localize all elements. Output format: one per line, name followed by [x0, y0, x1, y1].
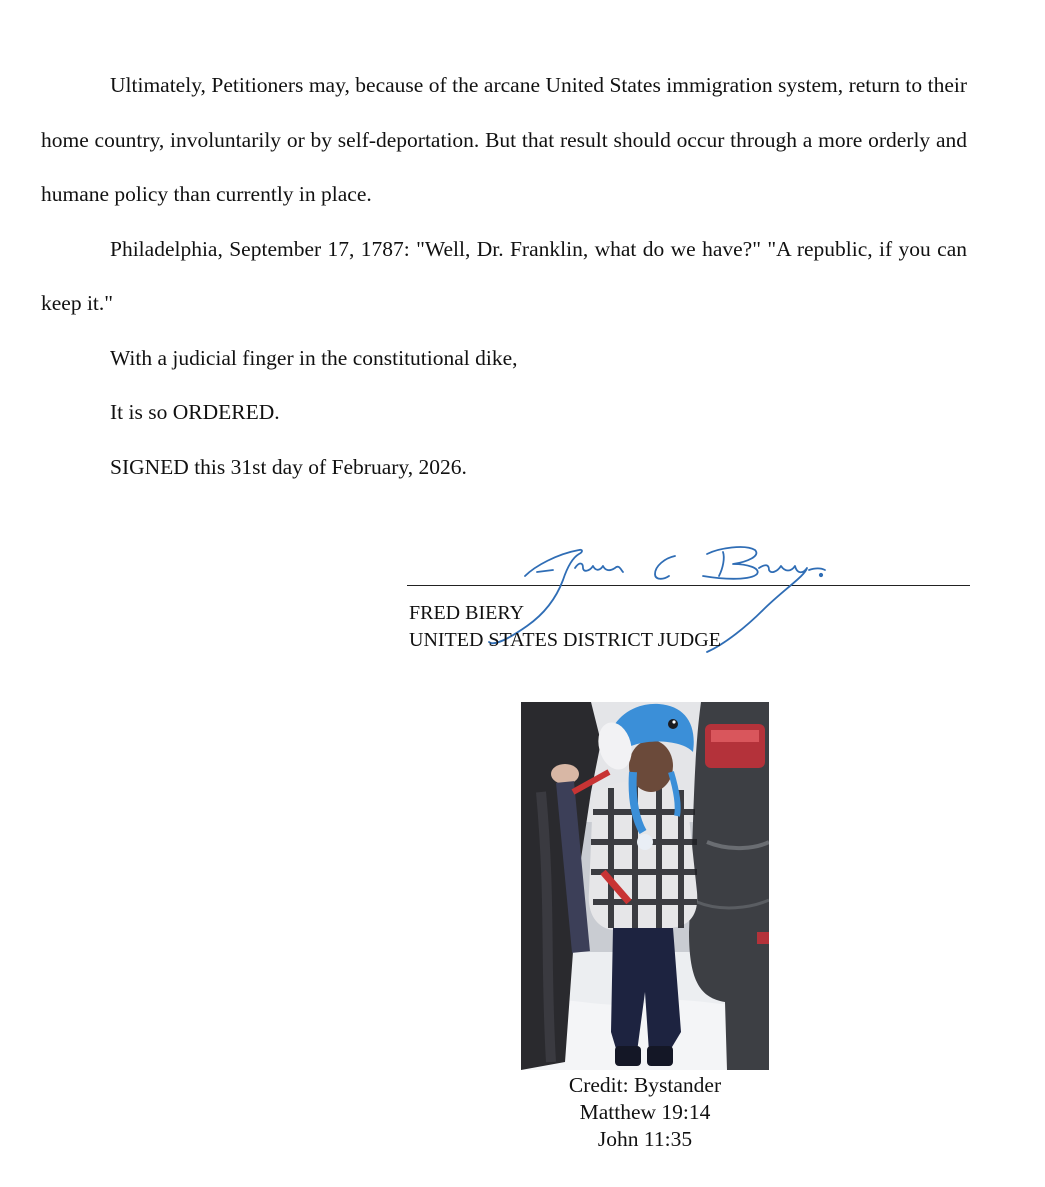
- paragraph-philadelphia: Philadelphia, September 17, 1787: "Well, Dr. Franklin, what do we have?" "A republic, if you can keep it.": [41, 236, 967, 315]
- order-body: [41, 58, 967, 494]
- caption-credit: Credit: Bystander: [568, 1073, 722, 1097]
- caption-verse-john: John 11:35: [597, 1127, 693, 1151]
- caption-verse-matthew: Matthew 19:14: [579, 1100, 711, 1124]
- signature-block: [407, 528, 970, 658]
- paragraph-judicial-finger: With a judicial finger in the constitutional dike,: [110, 345, 518, 370]
- paragraph-signed-date: SIGNED this 31st day of February, 2026.: [110, 454, 467, 479]
- paragraph-ultimately: Ultimately, Petitioners may, because of the arcane United States immigration system, return to their home country, involuntarily or by self-deportation. But that result should occur through a more orderly and humane policy than currently in place.: [41, 73, 967, 206]
- child-photo: [521, 702, 769, 1070]
- judge-name: FRED BIERY: [409, 602, 525, 624]
- photo-caption: [521, 1072, 769, 1153]
- judge-title: UNITED STATES DISTRICT JUDGE: [409, 629, 721, 651]
- paragraph-so-ordered: It is so ORDERED.: [110, 400, 280, 424]
